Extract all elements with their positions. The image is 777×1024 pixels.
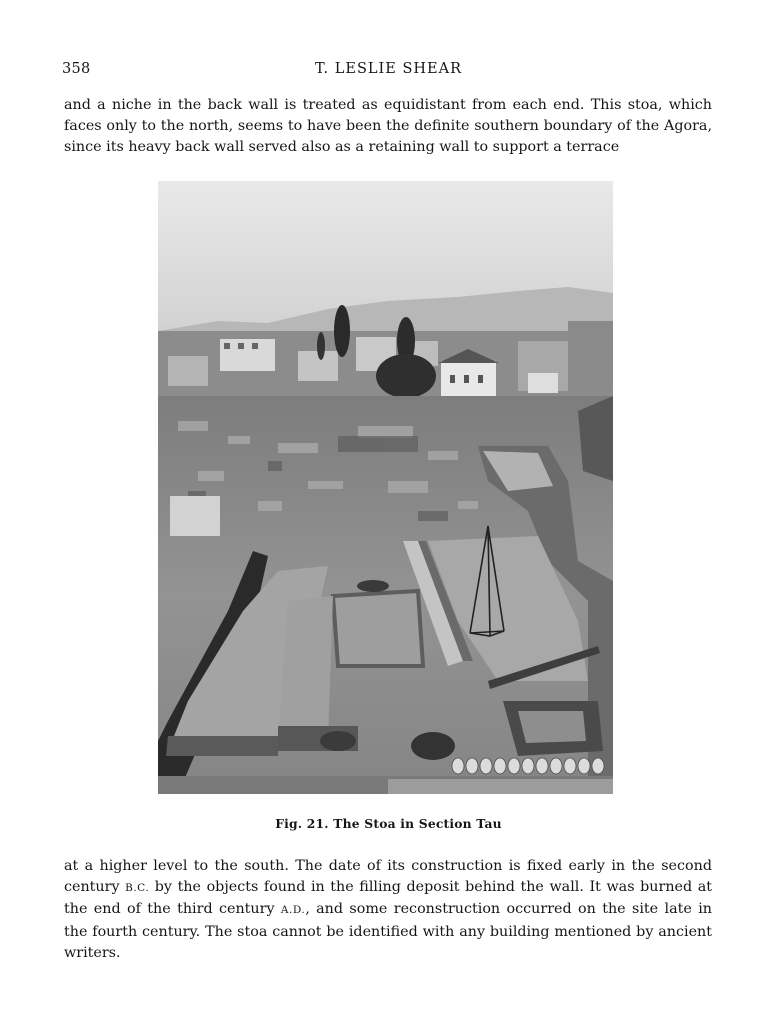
running-title: T. LESLIE SHEAR (314, 61, 462, 77)
paragraph-text-2: by the objects found in the filling deposit behind the wall. It was burned at the end of the third century (64, 879, 712, 918)
body-paragraph-bottom (64, 856, 712, 964)
photo-illustration (158, 181, 613, 794)
body-paragraph-top: and a niche in the back wall is treated as equidistant from each end. This stoa, which faces only to the north, seems to have been the definite southern boundary of the Agora, since its heavy back wall served also as a retaining wall to support a terrace (64, 97, 712, 156)
figure-caption: Fig. 21. The Stoa in Section Tau (275, 816, 502, 831)
page-number: 358 (62, 61, 91, 77)
era-abbreviation-ad: A.D. (280, 904, 306, 917)
paragraph-text-3: , and some reconstruction occurred on the site late in the fourth century. The stoa cannot be identified with any building mentioned by ancient writers. (64, 901, 712, 961)
era-abbreviation-bc: B.C. (125, 882, 150, 895)
paragraph-text-1: at a higher level to the south. The date of its construction is fixed early in the second century (64, 858, 712, 896)
excavation-photograph (158, 181, 613, 794)
